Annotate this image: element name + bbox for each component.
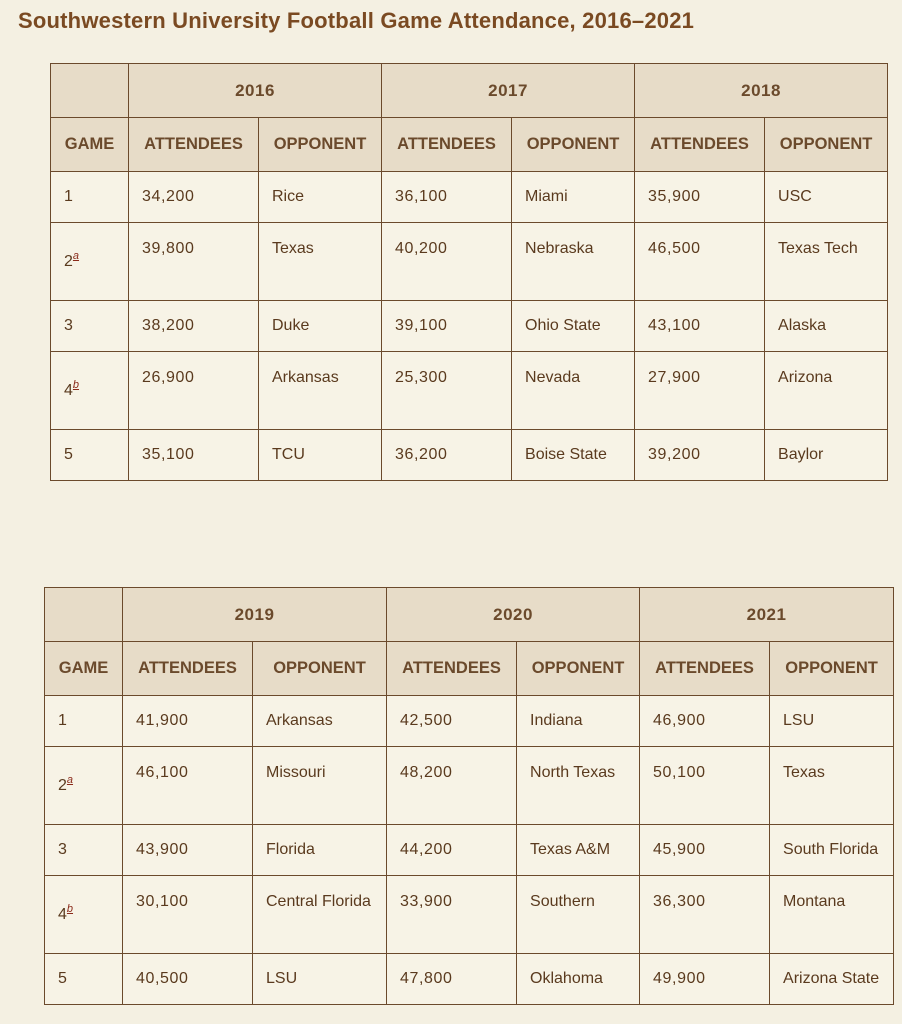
- game-number: 5: [58, 970, 67, 987]
- attendees-column-header: ATTENDEES: [129, 118, 259, 172]
- table-body: [51, 172, 888, 481]
- footnote-marker[interactable]: a: [66, 774, 74, 786]
- attendees-cell: 48,200: [387, 747, 517, 825]
- table-body: [45, 696, 894, 1005]
- corner-cell: [45, 588, 123, 642]
- attendees-cell: 39,100: [382, 301, 512, 352]
- attendees-cell: 43,100: [635, 301, 765, 352]
- year-header: 2018: [635, 64, 888, 118]
- attendees-cell: 47,800: [387, 954, 517, 1005]
- game-number: 4: [58, 906, 67, 923]
- attendees-column-header: ATTENDEES: [635, 118, 765, 172]
- attendees-cell: 36,100: [382, 172, 512, 223]
- game-number-cell: [45, 876, 123, 954]
- attendees-column-header: ATTENDEES: [387, 642, 517, 696]
- opponent-cell: Nevada: [512, 352, 635, 430]
- attendees-cell: 41,900: [123, 696, 253, 747]
- opponent-cell: Oklahoma: [517, 954, 640, 1005]
- corner-cell: [51, 64, 129, 118]
- opponent-cell: North Texas: [517, 747, 640, 825]
- attendees-cell: 40,200: [382, 223, 512, 301]
- opponent-cell: Southern: [517, 876, 640, 954]
- year-header: 2021: [640, 588, 894, 642]
- page-title: Southwestern University Football Game Attendance, 2016–2021: [18, 8, 695, 33]
- game-column-header: GAME: [51, 118, 129, 172]
- opponent-column-header: OPPONENT: [259, 118, 382, 172]
- attendees-cell: 34,200: [129, 172, 259, 223]
- opponent-column-header: OPPONENT: [253, 642, 387, 696]
- opponent-cell: Texas A&M: [517, 825, 640, 876]
- table-row: [45, 825, 894, 876]
- attendees-cell: 36,200: [382, 430, 512, 481]
- opponent-cell: South Florida: [770, 825, 894, 876]
- opponent-cell: Texas: [259, 223, 382, 301]
- game-number: 3: [58, 841, 67, 858]
- game-number: 4: [64, 382, 73, 399]
- opponent-cell: Missouri: [253, 747, 387, 825]
- game-number-cell: [51, 223, 129, 301]
- year-header: 2017: [382, 64, 635, 118]
- year-header: 2019: [123, 588, 387, 642]
- attendees-cell: 25,300: [382, 352, 512, 430]
- opponent-cell: Rice: [259, 172, 382, 223]
- opponent-cell: Indiana: [517, 696, 640, 747]
- attendees-cell: 36,300: [640, 876, 770, 954]
- attendees-cell: 50,100: [640, 747, 770, 825]
- game-number: 1: [64, 188, 73, 205]
- game-number-cell: [51, 430, 129, 481]
- opponent-cell: Ohio State: [512, 301, 635, 352]
- opponent-cell: Arkansas: [253, 696, 387, 747]
- attendees-cell: 43,900: [123, 825, 253, 876]
- attendance-table-2019-2021: [44, 587, 894, 1005]
- opponent-column-header: OPPONENT: [765, 118, 888, 172]
- game-number: 5: [64, 446, 73, 463]
- attendees-column-header: ATTENDEES: [382, 118, 512, 172]
- opponent-cell: Baylor: [765, 430, 888, 481]
- opponent-cell: Arkansas: [259, 352, 382, 430]
- footnote-marker[interactable]: b: [66, 903, 74, 915]
- attendees-cell: 45,900: [640, 825, 770, 876]
- game-number-cell: [45, 954, 123, 1005]
- opponent-column-header: OPPONENT: [517, 642, 640, 696]
- opponent-cell: Duke: [259, 301, 382, 352]
- game-column-header: GAME: [45, 642, 123, 696]
- table-row: [45, 954, 894, 1005]
- table-row: [45, 876, 894, 954]
- opponent-cell: Florida: [253, 825, 387, 876]
- opponent-cell: Texas: [770, 747, 894, 825]
- attendees-cell: 46,100: [123, 747, 253, 825]
- attendance-table-2016-2018: [50, 63, 888, 481]
- opponent-column-header: OPPONENT: [770, 642, 894, 696]
- attendees-cell: 27,900: [635, 352, 765, 430]
- opponent-column-header: OPPONENT: [512, 118, 635, 172]
- game-number-cell: [51, 301, 129, 352]
- game-number-cell: [51, 352, 129, 430]
- opponent-cell: LSU: [253, 954, 387, 1005]
- opponent-cell: Texas Tech: [765, 223, 888, 301]
- opponent-cell: Nebraska: [512, 223, 635, 301]
- footnote-marker[interactable]: b: [72, 379, 80, 391]
- attendees-cell: 44,200: [387, 825, 517, 876]
- opponent-cell: Montana: [770, 876, 894, 954]
- attendees-cell: 35,100: [129, 430, 259, 481]
- year-header: 2016: [129, 64, 382, 118]
- table-row: [51, 223, 888, 301]
- attendees-cell: 40,500: [123, 954, 253, 1005]
- game-number-cell: [45, 747, 123, 825]
- opponent-cell: Arizona State: [770, 954, 894, 1005]
- table-row: [45, 747, 894, 825]
- attendees-cell: 42,500: [387, 696, 517, 747]
- attendees-cell: 35,900: [635, 172, 765, 223]
- attendees-cell: 33,900: [387, 876, 517, 954]
- attendees-cell: 39,800: [129, 223, 259, 301]
- footnote-marker[interactable]: a: [72, 250, 80, 262]
- opponent-cell: Alaska: [765, 301, 888, 352]
- table-row: [45, 696, 894, 747]
- attendees-cell: 26,900: [129, 352, 259, 430]
- opponent-cell: Central Florida: [253, 876, 387, 954]
- attendees-cell: 30,100: [123, 876, 253, 954]
- game-number-cell: [45, 825, 123, 876]
- table-row: [51, 430, 888, 481]
- attendees-cell: 39,200: [635, 430, 765, 481]
- opponent-cell: TCU: [259, 430, 382, 481]
- game-number: 1: [58, 712, 67, 729]
- opponent-cell: Arizona: [765, 352, 888, 430]
- table-row: [51, 352, 888, 430]
- table-row: [51, 172, 888, 223]
- game-number: 2: [64, 253, 73, 270]
- attendees-column-header: ATTENDEES: [123, 642, 253, 696]
- game-number: 2: [58, 777, 67, 794]
- game-number: 3: [64, 317, 73, 334]
- opponent-cell: LSU: [770, 696, 894, 747]
- year-header: 2020: [387, 588, 640, 642]
- game-number-cell: [51, 172, 129, 223]
- table-row: [51, 301, 888, 352]
- attendees-cell: 49,900: [640, 954, 770, 1005]
- opponent-cell: Boise State: [512, 430, 635, 481]
- opponent-cell: USC: [765, 172, 888, 223]
- game-number-cell: [45, 696, 123, 747]
- attendees-column-header: ATTENDEES: [640, 642, 770, 696]
- attendees-cell: 38,200: [129, 301, 259, 352]
- opponent-cell: Miami: [512, 172, 635, 223]
- attendees-cell: 46,500: [635, 223, 765, 301]
- attendees-cell: 46,900: [640, 696, 770, 747]
